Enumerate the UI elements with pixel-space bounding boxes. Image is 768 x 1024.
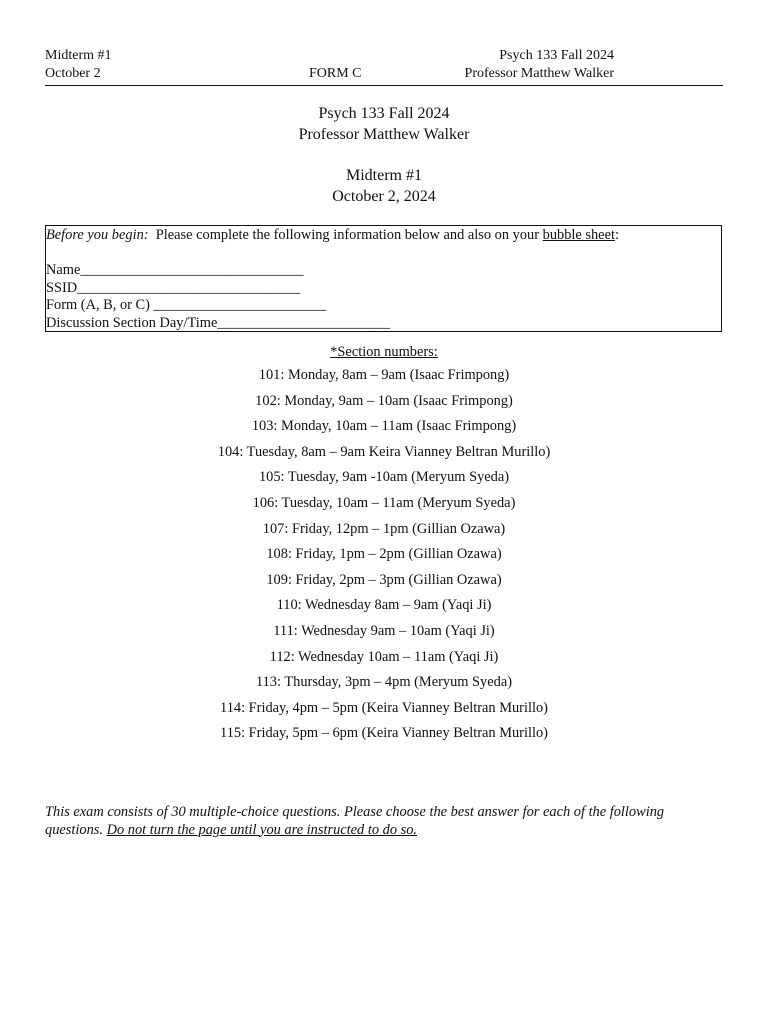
section-item: 102: Monday, 9am – 10am (Isaac Frimpong) (255, 392, 513, 409)
section-item: 114: Friday, 4pm – 5pm (Keira Vianney Beltran Murillo) (220, 699, 548, 716)
section-item: 110: Wednesday 8am – 9am (Yaqi Ji) (276, 597, 492, 614)
professor-name: Professor Matthew Walker (298, 126, 470, 143)
ssid-field[interactable]: SSID_______________________________ (46, 279, 301, 296)
info-intro (46, 227, 721, 245)
do-not-turn-warning: Do not turn the page until you are instructed to do so. (106, 821, 418, 838)
section-item: 108: Friday, 1pm – 2pm (Gillian Ozawa) (266, 546, 502, 563)
section-item: 103: Monday, 10am – 11am (Isaac Frimpong) (251, 418, 517, 435)
form-field[interactable]: Form (A, B, or C) ________________________ (46, 297, 327, 313)
info-intro-lead: Before you begin: (46, 227, 149, 243)
section-numbers-list (0, 343, 768, 750)
section-numbers-heading: *Section numbers: (330, 344, 438, 360)
section-item: 113: Thursday, 3pm – 4pm (Meryum Syeda) (255, 674, 513, 691)
header-exam-label: Midterm #1 (45, 48, 112, 63)
header-course-label: Psych 133 Fall 2024 (499, 48, 614, 63)
section-item: 115: Friday, 5pm – 6pm (Keira Vianney Beltran Murillo) (220, 725, 548, 742)
section-item: 111: Wednesday 9am – 10am (Yaqi Ji) (273, 622, 495, 639)
exam-title-block (0, 165, 768, 207)
section-item: 106: Tuesday, 10am – 11am (Meryum Syeda) (252, 494, 516, 511)
section-item: 112: Wednesday 10am – 11am (Yaqi Ji) (269, 648, 499, 665)
info-intro-end: : (614, 227, 619, 243)
section-item: 107: Friday, 12pm – 1pm (Gillian Ozawa) (262, 520, 506, 537)
course-title-block (0, 103, 768, 145)
info-intro-text: Please complete the following information below and also on your (148, 227, 543, 243)
section-item: 109: Friday, 2pm – 3pm (Gillian Ozawa) (266, 571, 502, 588)
header-professor-label: Professor Matthew Walker (464, 66, 614, 81)
header-form-label: FORM C (309, 66, 362, 81)
section-item: 105: Tuesday, 9am -10am (Meryum Syeda) (258, 469, 510, 486)
running-header (45, 47, 723, 86)
instructions-text: This exam consists of 30 multiple-choice questions. Please choose the best answer for each of the following questions. (45, 804, 665, 838)
discussion-section-field[interactable]: Discussion Section Day/Time________________________ (46, 314, 391, 331)
student-info-box (45, 225, 722, 332)
exam-title: Midterm #1 (346, 167, 422, 184)
section-item: 104: Tuesday, 8am – 9am Keira Vianney Beltran Murillo) (217, 443, 551, 460)
header-date-label: October 2 (45, 66, 101, 81)
exam-instructions (45, 804, 723, 839)
name-field[interactable]: Name_______________________________ (46, 262, 304, 278)
bubble-sheet-text: bubble sheet (542, 227, 615, 243)
section-item: 101: Monday, 8am – 9am (Isaac Frimpong) (258, 367, 510, 383)
exam-date: October 2, 2024 (332, 188, 436, 205)
course-title: Psych 133 Fall 2024 (318, 105, 450, 122)
